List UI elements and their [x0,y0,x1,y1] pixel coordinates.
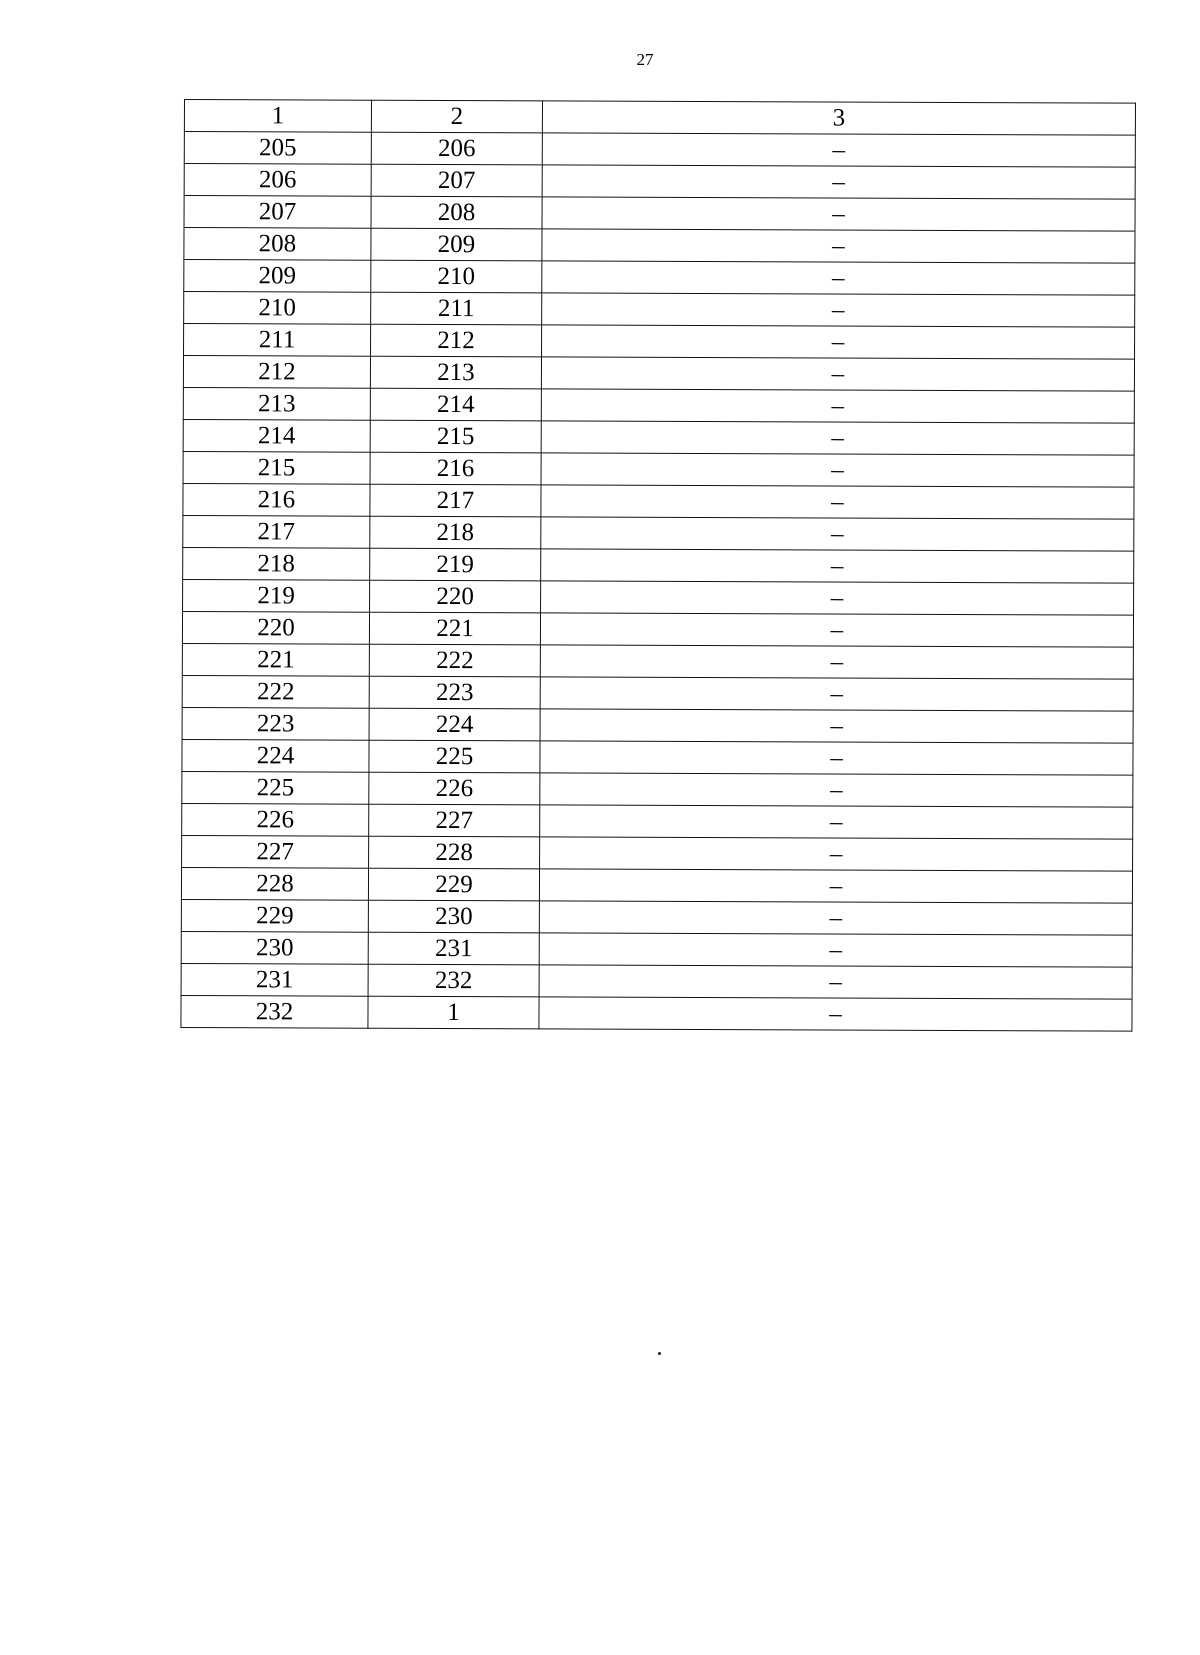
table-cell-col-3: – [539,997,1132,1031]
table-row [183,387,1134,423]
table-row [181,995,1132,1031]
table-cell-col-1: 207 [184,196,371,229]
table-cell-col-1: 222 [182,675,369,708]
table-cell-col-2: 212 [371,324,542,357]
table-header-row [184,100,1135,136]
data-table [180,99,1136,1032]
table-cell-col-2: 222 [369,644,540,677]
table-row [184,260,1135,296]
table-cell-col-2: 231 [368,932,539,965]
table-row [182,611,1133,647]
header-cell-col-1: 1 [184,100,371,133]
table-row [182,707,1133,743]
table-cell-col-3: – [540,805,1133,839]
table-row [184,324,1135,360]
table-row [184,228,1135,264]
table-cell-col-2: 217 [370,484,541,517]
table-cell-col-2: 220 [370,580,541,613]
table-cell-col-3: – [541,357,1134,391]
table-cell-col-3: – [540,677,1133,711]
table-cell-col-3: – [542,261,1135,295]
table-cell-col-3: – [541,389,1134,423]
table-cell-col-1: 217 [183,515,370,548]
table-row [182,643,1133,679]
table-cell-col-1: 228 [181,867,368,900]
table-cell-col-1: 218 [183,547,370,580]
table-cell-col-1: 213 [183,387,370,420]
table-cell-col-2: 226 [369,772,540,805]
table-row [182,771,1133,807]
table-cell-col-1: 208 [184,228,371,261]
table-cell-col-1: 220 [182,611,369,644]
table-cell-col-2: 209 [371,228,542,261]
table-cell-col-1: 223 [182,707,369,740]
table-row [182,803,1133,839]
table-cell-col-3: – [541,549,1134,583]
table-cell-col-3: – [542,133,1135,167]
table-cell-col-2: 227 [369,804,540,837]
table-cell-col-1: 230 [181,931,368,964]
table-cell-col-2: 215 [370,420,541,453]
table-cell-col-3: – [540,837,1133,871]
table-cell-col-3: – [539,901,1132,935]
table-cell-col-1: 226 [182,803,369,836]
table-cell-col-2: 232 [368,964,539,997]
table-cell-col-2: 219 [370,548,541,581]
table-cell-col-1: 206 [184,164,371,197]
table-cell-col-2: 221 [369,612,540,645]
scan-speck [658,1352,661,1355]
table-cell-col-3: – [540,709,1133,743]
table-body [181,100,1136,1032]
table-cell-col-1: 224 [182,739,369,772]
table-row [182,739,1133,775]
table-cell-col-1: 209 [184,260,371,293]
table-cell-col-2: 223 [369,676,540,709]
header-cell-col-3: 3 [542,101,1135,135]
table-cell-col-1: 231 [181,963,368,996]
table-cell-col-3: – [542,293,1135,327]
table-cell-col-1: 221 [182,643,369,676]
table-cell-col-1: 205 [184,132,371,165]
table-row [183,579,1134,615]
header-cell-col-2: 2 [371,100,542,133]
table-cell-col-3: – [540,645,1133,679]
table-cell-col-2: 214 [370,388,541,421]
table-row [181,899,1132,935]
table-cell-col-3: – [541,453,1134,487]
table-cell-col-2: 206 [371,132,542,165]
table-cell-col-2: 210 [371,260,542,293]
table-cell-col-2: 225 [369,740,540,773]
table-row [183,356,1134,392]
table-cell-col-1: 225 [182,771,369,804]
table-row [182,835,1133,871]
table-cell-col-1: 215 [183,451,370,484]
table-row [182,675,1133,711]
table-cell-col-2: 213 [370,356,541,389]
table-row [181,963,1132,999]
table-row [184,164,1135,200]
table-cell-col-3: – [541,485,1134,519]
table-cell-col-3: – [542,197,1135,231]
table-cell-col-1: 214 [183,419,370,452]
table-cell-col-3: – [542,229,1135,263]
table-row [183,451,1134,487]
table-cell-col-1: 229 [181,899,368,932]
table-cell-col-3: – [540,741,1133,775]
table-cell-col-2: 228 [369,836,540,869]
data-table-container [180,99,1135,1032]
table-cell-col-1: 216 [183,483,370,516]
table-cell-col-2: 208 [371,196,542,229]
table-cell-col-3: – [539,869,1132,903]
table-row [183,547,1134,583]
table-row [181,931,1132,967]
table-cell-col-2: 230 [368,900,539,933]
table-cell-col-2: 229 [368,868,539,901]
table-row [181,867,1132,903]
table-cell-col-2: 218 [370,516,541,549]
table-cell-col-3: – [541,581,1134,615]
table-cell-col-2: 224 [369,708,540,741]
table-cell-col-1: 212 [183,356,370,389]
table-row [184,196,1135,232]
table-cell-col-3: – [541,517,1134,551]
table-row [183,515,1134,551]
table-cell-col-3: – [539,965,1132,999]
table-cell-col-3: – [540,613,1133,647]
table-row [183,419,1134,455]
table-row [184,132,1135,168]
table-cell-col-2: 1 [368,996,539,1029]
table-cell-col-3: – [542,165,1135,199]
table-cell-col-1: 227 [182,835,369,868]
table-cell-col-2: 216 [370,452,541,485]
table-row [183,483,1134,519]
table-cell-col-3: – [539,933,1132,967]
table-cell-col-2: 207 [371,164,542,197]
table-cell-col-3: – [541,421,1134,455]
table-cell-col-2: 211 [371,292,542,325]
table-cell-col-1: 219 [183,579,370,612]
table-cell-col-1: 232 [181,995,368,1028]
page-number: 27 [636,50,654,69]
table-cell-col-1: 210 [184,292,371,325]
table-row [184,292,1135,328]
table-cell-col-3: – [542,325,1135,359]
table-cell-col-1: 211 [184,324,371,357]
table-cell-col-3: – [540,773,1133,807]
